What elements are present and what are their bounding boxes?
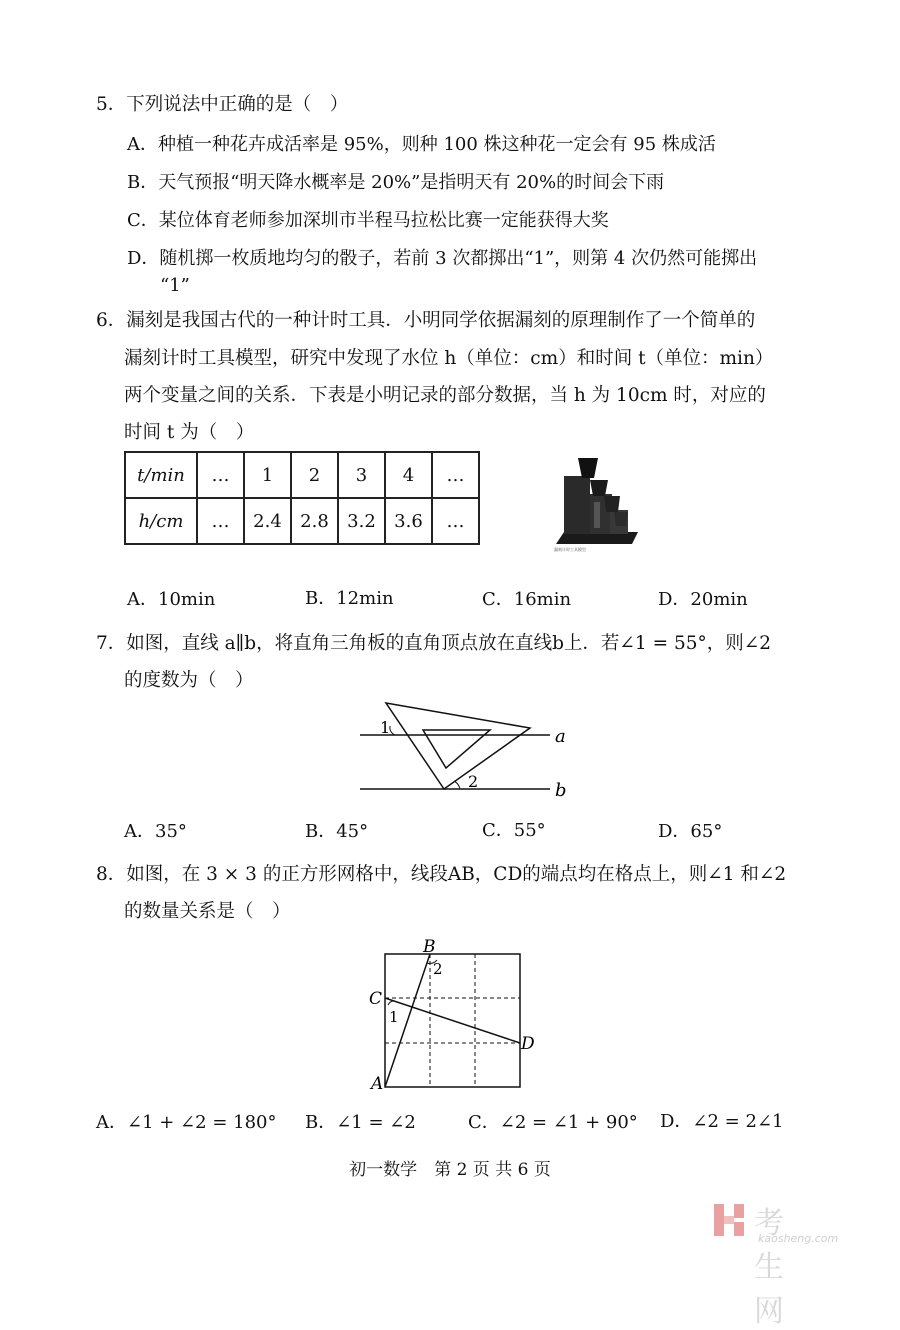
- q7-stem-line2: 的度数为（ ）: [124, 670, 254, 691]
- q5-option-c: C．某位体育老师参加深圳市半程马拉松比赛一定能获得大奖: [127, 210, 609, 231]
- segment-cd: [385, 998, 520, 1043]
- q6-data-table: [124, 451, 480, 545]
- q5-stem: 5．下列说法中正确的是（ ）: [96, 94, 349, 115]
- table-cell: …: [432, 498, 479, 544]
- q6-option-a: A．10min: [127, 589, 216, 610]
- logo-url: kaosheng.com: [758, 1232, 839, 1245]
- point-c-label: C: [369, 989, 383, 1009]
- q8-figure: [365, 938, 540, 1093]
- table-row: [125, 498, 479, 544]
- table-cell: …: [432, 452, 479, 498]
- table-cell: 3.2: [338, 498, 385, 544]
- table-cell: …: [197, 452, 244, 498]
- q7-option-d: D．65°: [658, 821, 723, 842]
- q7-figure: [350, 690, 580, 805]
- table-cell: t/min: [125, 452, 197, 498]
- q7-option-b: B．45°: [305, 821, 369, 842]
- table-cell: 2.4: [244, 498, 291, 544]
- q5-option-d-cont: “1”: [160, 275, 190, 296]
- q8-stem-line1: 8．如图，在 3 × 3 的正方形网格中，线段AB，CD的端点均在格点上，则∠1 和∠2: [96, 864, 787, 885]
- q8-option-d: D．∠2 = 2∠1: [660, 1111, 784, 1132]
- q5-option-d: D．随机掷一枚质地均匀的骰子，若前 3 次都掷出“1”，则第 4 次仍然可能掷出: [127, 248, 758, 269]
- q5-option-a: A．种植一种花卉成活率是 95%，则种 100 株这种花一定会有 95 株成活: [127, 134, 716, 155]
- image-caption: 漏刻计时工具模型: [554, 547, 586, 552]
- table-cell: 2.8: [291, 498, 338, 544]
- q6-stem-line4: 时间 t 为（ ）: [124, 422, 255, 443]
- point-d-label: D: [521, 1034, 535, 1054]
- q8-option-b: B．∠1 = ∠2: [305, 1112, 416, 1133]
- table-cell: 3: [338, 452, 385, 498]
- q8-option-c: C．∠2 = ∠1 + 90°: [468, 1112, 638, 1133]
- angle-2-label: 2: [468, 772, 479, 791]
- water-clock-image: [548, 452, 640, 554]
- q6-stem-line1: 6．漏刻是我国古代的一种计时工具．小明同学依据漏刻的原理制作了一个简单的: [96, 310, 756, 331]
- q7-option-c: C．55°: [482, 820, 546, 841]
- point-b-label: B: [423, 937, 436, 957]
- table-cell: …: [197, 498, 244, 544]
- page-footer: 初一数学 第 2 页 共 6 页: [349, 1160, 551, 1180]
- table-cell: h/cm: [125, 498, 197, 544]
- triangle-outer: [386, 703, 530, 789]
- logo-text: 考生网: [754, 1206, 786, 1329]
- table-cell: 2: [291, 452, 338, 498]
- q6-stem-line3: 两个变量之间的关系．下表是小明记录的部分数据，当 h 为 10cm 时，对应的: [124, 385, 766, 406]
- point-a-label: A: [371, 1074, 384, 1094]
- q8-option-a: A．∠1 + ∠2 = 180°: [96, 1112, 277, 1133]
- table-cell: 3.6: [385, 498, 432, 544]
- line-b-label: b: [555, 780, 567, 801]
- q7-stem-line1: 7．如图，直线 a∥b，将直角三角板的直角顶点放在直线b上．若∠1 = 55°，则∠2: [96, 633, 772, 654]
- q7-option-a: A．35°: [124, 821, 187, 842]
- line-a-label: a: [555, 726, 566, 747]
- table-cell: 1: [244, 452, 291, 498]
- q5-option-b: B．天气预报“明天降水概率是 20%”是指明天有 20%的时间会下雨: [127, 172, 665, 193]
- table-cell: 4: [385, 452, 432, 498]
- angle-1-label: 1: [380, 718, 391, 737]
- table-row: [125, 452, 479, 498]
- angle-1-label: 1: [389, 1008, 399, 1026]
- angle-2-label: 2: [433, 960, 443, 978]
- q6-option-d: D．20min: [658, 589, 748, 610]
- q6-option-c: C．16min: [482, 589, 572, 610]
- q6-stem-line2: 漏刻计时工具模型，研究中发现了水位 h（单位：cm）和时间 t（单位：min）: [124, 348, 774, 369]
- q8-stem-line2: 的数量关系是（ ）: [124, 901, 291, 922]
- logo-icon: [712, 1202, 748, 1238]
- q6-option-b: B．12min: [305, 588, 394, 609]
